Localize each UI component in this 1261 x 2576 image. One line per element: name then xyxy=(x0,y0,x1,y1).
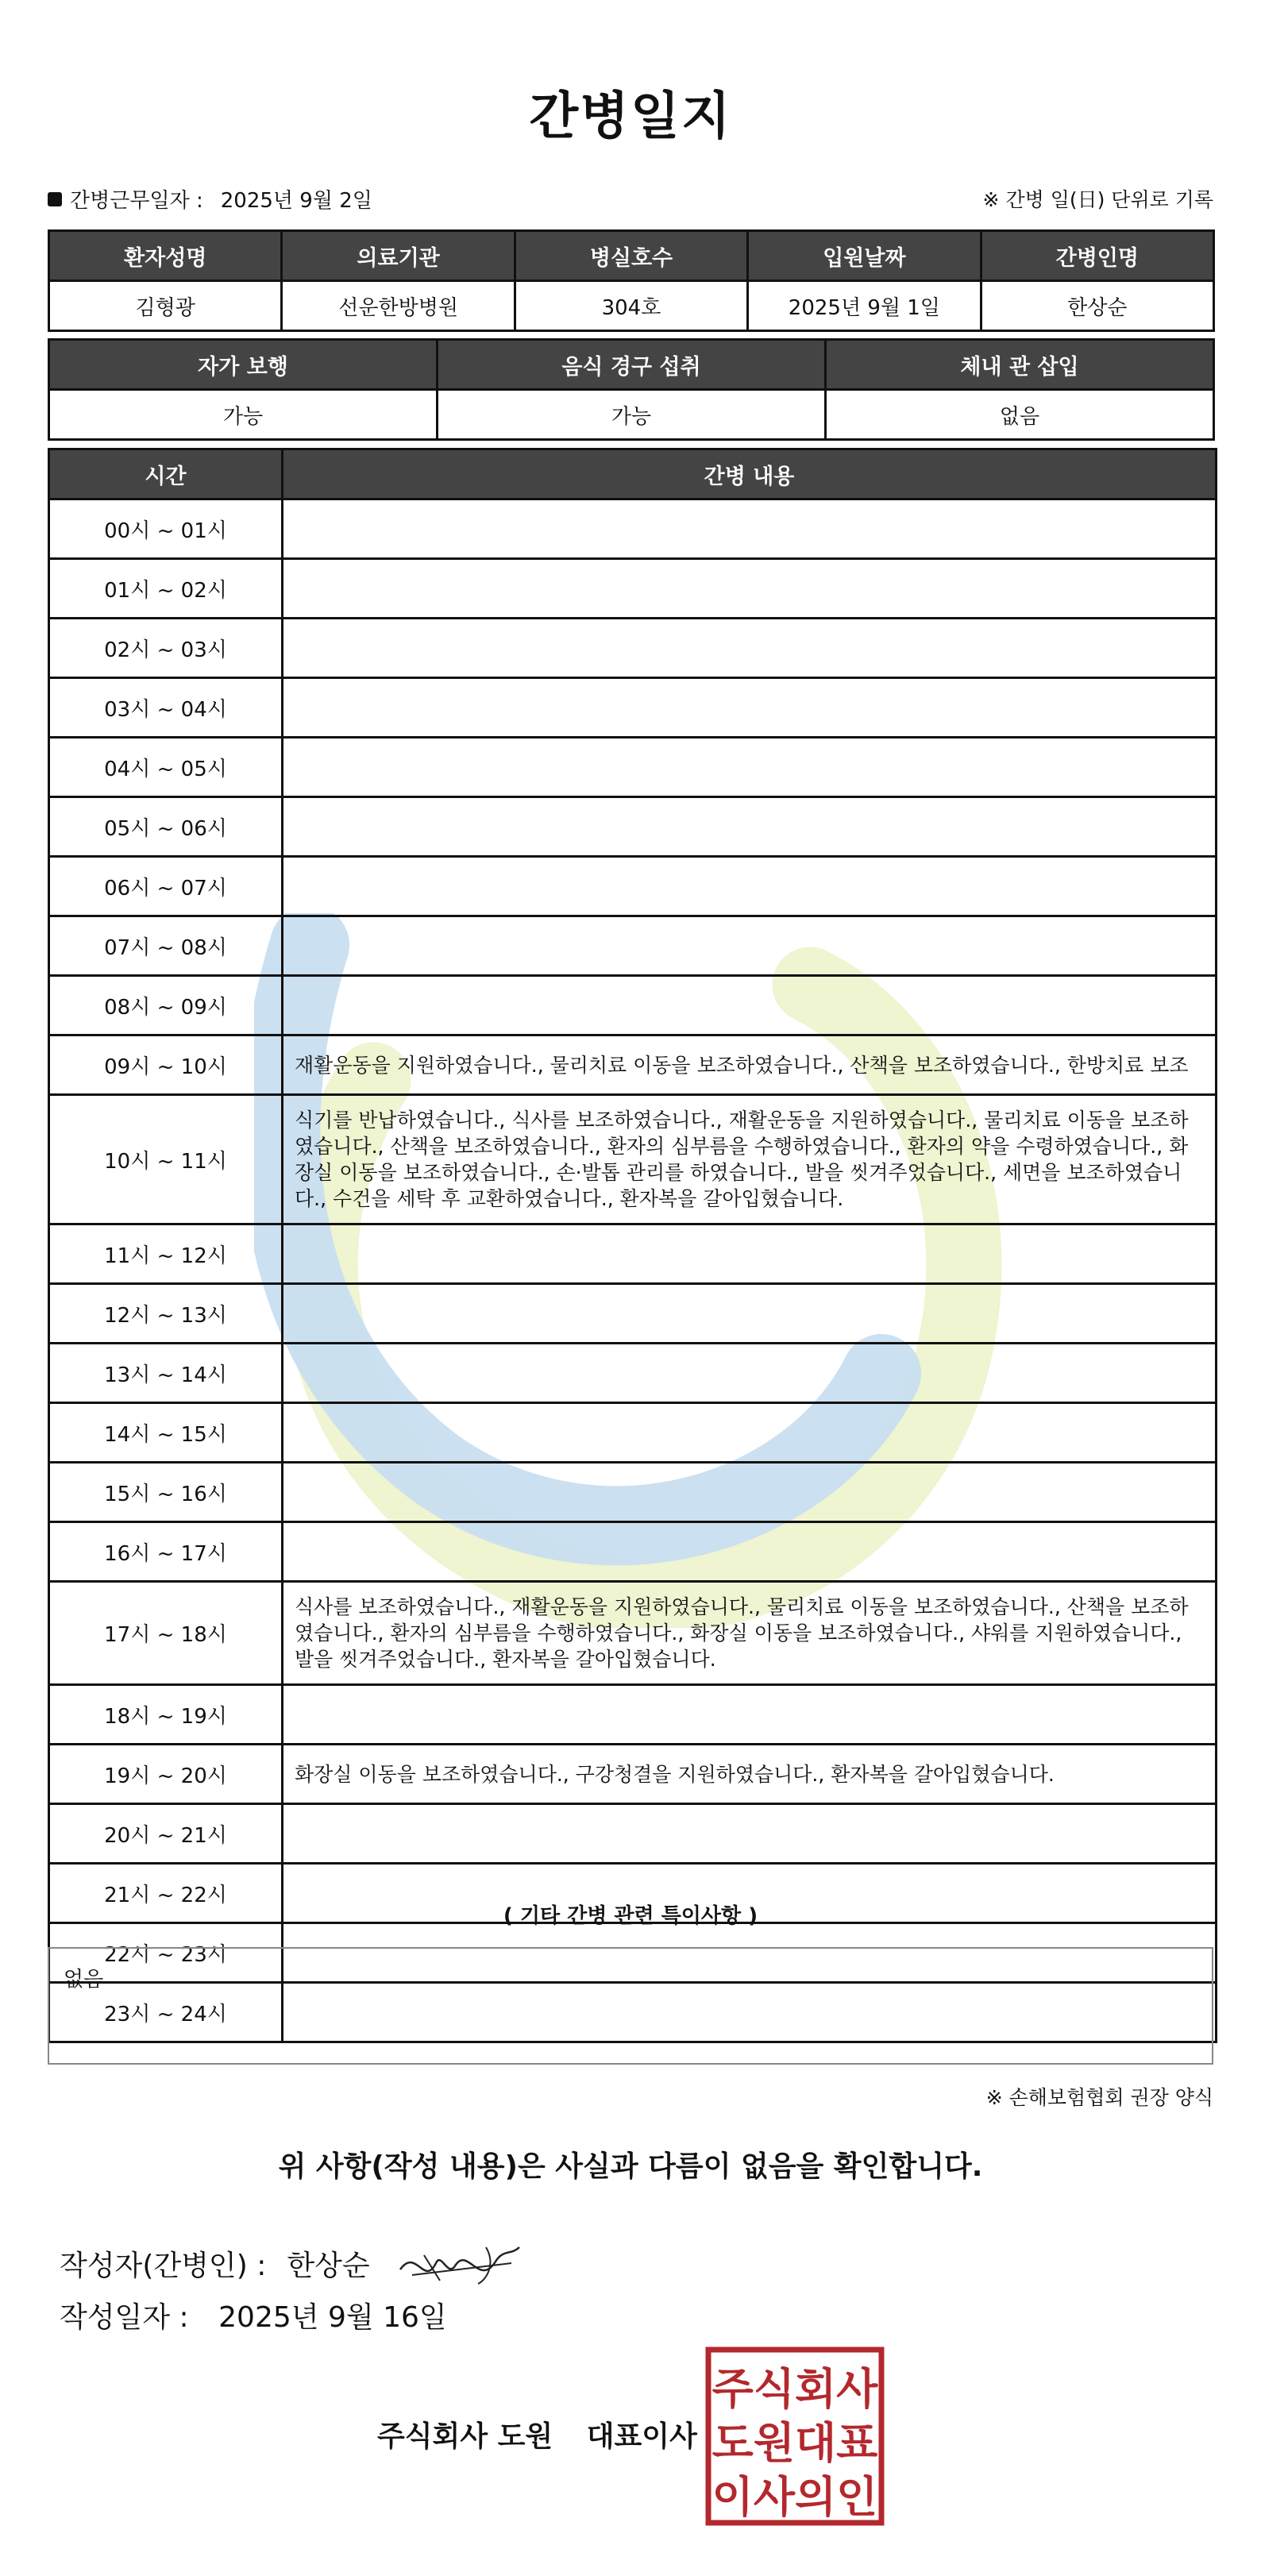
care-content-cell xyxy=(283,1804,1217,1864)
table-row xyxy=(49,619,1217,678)
header-patient-name: 환자성명 xyxy=(49,231,282,281)
admission-date: 2025년 9월 1일 xyxy=(748,281,981,331)
writer-name: 한상순 xyxy=(287,2249,370,2282)
time-cell: 20시 ~ 21시 xyxy=(49,1804,283,1864)
time-cell: 18시 ~ 19시 xyxy=(49,1685,283,1745)
time-cell: 02시 ~ 03시 xyxy=(49,619,283,678)
header-self-walking: 자가 보행 xyxy=(49,340,438,390)
care-content-cell xyxy=(283,559,1217,619)
table-row xyxy=(49,976,1217,1035)
care-content-cell xyxy=(283,1403,1217,1463)
time-cell: 16시 ~ 17시 xyxy=(49,1522,283,1582)
table-row xyxy=(49,559,1217,619)
confirmation-statement: 위 사항(작성 내용)은 사실과 다름이 없음을 확인합니다. xyxy=(278,2150,983,2183)
table-row xyxy=(49,678,1217,738)
time-cell: 14시 ~ 15시 xyxy=(49,1403,283,1463)
table-row xyxy=(49,1685,1217,1745)
table-header-row xyxy=(49,449,1217,499)
patient-name: 김형광 xyxy=(49,281,282,331)
time-cell: 19시 ~ 20시 xyxy=(49,1745,283,1804)
header-caregiver-name: 간병인명 xyxy=(981,231,1213,281)
time-cell: 09시 ~ 10시 xyxy=(49,1035,283,1095)
table-row xyxy=(49,1804,1217,1864)
caregiver-name: 한상순 xyxy=(981,281,1213,331)
table-row xyxy=(49,390,1214,440)
svg-text:이사의인: 이사의인 xyxy=(711,2472,878,2522)
company-title: 대표이사 xyxy=(586,2420,697,2453)
time-cell: 10시 ~ 11시 xyxy=(49,1095,283,1224)
table-row xyxy=(49,1224,1217,1284)
write-date-label: 작성일자 : xyxy=(60,2301,189,2334)
svg-text:주식회사: 주식회사 xyxy=(711,2364,878,2414)
time-cell: 23시 ~ 24시 xyxy=(49,1983,283,2042)
time-cell: 22시 ~ 23시 xyxy=(49,1923,283,1983)
care-content-cell xyxy=(283,976,1217,1035)
care-content-cell xyxy=(283,619,1217,678)
care-content-cell xyxy=(283,1344,1217,1403)
care-content-cell xyxy=(283,1224,1217,1284)
writer-label: 작성자(간병인) : xyxy=(60,2249,267,2282)
time-cell: 06시 ~ 07시 xyxy=(49,857,283,916)
work-date-value: 2025년 9월 2일 xyxy=(220,189,372,213)
table-row xyxy=(49,916,1217,976)
header-care-content: 간병 내용 xyxy=(283,449,1217,499)
care-content-cell xyxy=(283,1463,1217,1522)
time-cell: 03시 ~ 04시 xyxy=(49,678,283,738)
table-row xyxy=(49,1745,1217,1804)
patient-status-table xyxy=(48,338,1215,441)
writer-line xyxy=(60,2231,527,2295)
write-date-line xyxy=(60,2295,447,2335)
time-cell: 13시 ~ 14시 xyxy=(49,1344,283,1403)
signature-icon xyxy=(392,2231,527,2295)
header-oral-intake: 음식 경구 섭취 xyxy=(438,340,826,390)
patient-info-table xyxy=(48,229,1215,332)
record-note: ※ 간병 일(日) 단위로 기록 xyxy=(982,188,1213,211)
svg-text:도원대표: 도원대표 xyxy=(711,2418,878,2468)
table-row xyxy=(49,1095,1217,1224)
header-hospital: 의료기관 xyxy=(282,231,515,281)
table-row xyxy=(49,499,1217,559)
time-cell: 17시 ~ 18시 xyxy=(49,1582,283,1685)
company-line xyxy=(377,2414,697,2455)
table-row xyxy=(49,1035,1217,1095)
care-content-cell: 재활운동을 지원하였습니다., 물리치료 이동을 보조하였습니다., 산책을 보조하였습니다., 한방치료 보조 xyxy=(283,1035,1217,1095)
header-tube-insertion: 체내 관 삽입 xyxy=(826,340,1214,390)
care-log-table xyxy=(48,448,1217,2043)
table-row xyxy=(49,1403,1217,1463)
care-content-cell xyxy=(283,1284,1217,1344)
table-row xyxy=(49,738,1217,797)
care-content-cell xyxy=(283,499,1217,559)
time-cell: 00시 ~ 01시 xyxy=(49,499,283,559)
time-cell: 08시 ~ 09시 xyxy=(49,976,283,1035)
notes-heading: ( 기타 간병 관련 특이사항 ) xyxy=(503,1904,758,1928)
tube-insertion-value: 없음 xyxy=(826,390,1214,440)
work-date xyxy=(48,184,372,214)
table-header-row xyxy=(49,340,1214,390)
recommend-note: ※ 손해보험협회 권장 양식 xyxy=(985,2086,1213,2109)
care-content-cell: 식사를 보조하였습니다., 재활운동을 지원하였습니다., 물리치료 이동을 보조하였습니다., 산책을 보조하였습니다., 환자의 심부름을 수행하였습니다., 화장실 이동을 보조하였습니다., 샤워를 지원하였습니다., 발을 씻겨주었습니다., 환자복을 갈아입혔습니다. xyxy=(283,1582,1217,1685)
table-row xyxy=(49,281,1214,331)
care-content-cell xyxy=(283,857,1217,916)
care-content-cell xyxy=(283,738,1217,797)
hospital-name: 선운한방병원 xyxy=(282,281,515,331)
header-time: 시간 xyxy=(49,449,283,499)
care-log-rows xyxy=(49,499,1217,2042)
work-date-label: 간병근무일자 : xyxy=(70,189,203,213)
table-row xyxy=(49,1463,1217,1522)
care-content-cell xyxy=(283,797,1217,857)
write-date-value: 2025년 9월 16일 xyxy=(218,2301,447,2334)
time-cell: 04시 ~ 05시 xyxy=(49,738,283,797)
table-row xyxy=(49,857,1217,916)
table-row xyxy=(49,1284,1217,1344)
time-cell: 15시 ~ 16시 xyxy=(49,1463,283,1522)
care-content-cell xyxy=(283,678,1217,738)
notes-box xyxy=(48,1947,1213,2065)
notes-content: 없음 xyxy=(64,1968,104,1992)
bullet-square-icon xyxy=(48,192,62,206)
care-content-cell: 식기를 반납하였습니다., 식사를 보조하였습니다., 재활운동을 지원하였습니다., 물리치료 이동을 보조하였습니다., 산책을 보조하였습니다., 환자의 심부름을 수행하였습니다., 환자의 약을 수령하였습니다., 화장실 이동을 보조하였습니다., 손·발톱 관리를 하였습니다., 발을 씻겨주었습니다., 세면을 보조하였습니다., 수건을 세탁 후 교환하였습니다., 환자복을 갈아입혔습니다. xyxy=(283,1095,1217,1224)
table-row xyxy=(49,1344,1217,1403)
table-row xyxy=(49,1582,1217,1685)
care-content-cell: 화장실 이동을 보조하였습니다., 구강청결을 지원하였습니다., 환자복을 갈아입혔습니다. xyxy=(283,1745,1217,1804)
table-row xyxy=(49,797,1217,857)
time-cell: 11시 ~ 12시 xyxy=(49,1224,283,1284)
time-cell: 05시 ~ 06시 xyxy=(49,797,283,857)
document-title: 간병일지 xyxy=(529,87,732,146)
time-cell: 01시 ~ 02시 xyxy=(49,559,283,619)
time-cell: 21시 ~ 22시 xyxy=(49,1864,283,1923)
table-header-row xyxy=(49,231,1214,281)
company-name: 주식회사 도원 xyxy=(377,2420,553,2453)
time-cell: 07시 ~ 08시 xyxy=(49,916,283,976)
care-content-cell xyxy=(283,916,1217,976)
room-number: 304호 xyxy=(515,281,747,331)
table-row xyxy=(49,1522,1217,1582)
oral-intake-value: 가능 xyxy=(438,390,826,440)
company-seal-stamp-icon xyxy=(705,2347,885,2526)
self-walking-value: 가능 xyxy=(49,390,438,440)
meta-row xyxy=(48,184,1213,216)
care-content-cell xyxy=(283,1522,1217,1582)
header-admission-date: 입원날짜 xyxy=(748,231,981,281)
time-cell: 12시 ~ 13시 xyxy=(49,1284,283,1344)
header-room-number: 병실호수 xyxy=(515,231,747,281)
care-content-cell xyxy=(283,1685,1217,1745)
